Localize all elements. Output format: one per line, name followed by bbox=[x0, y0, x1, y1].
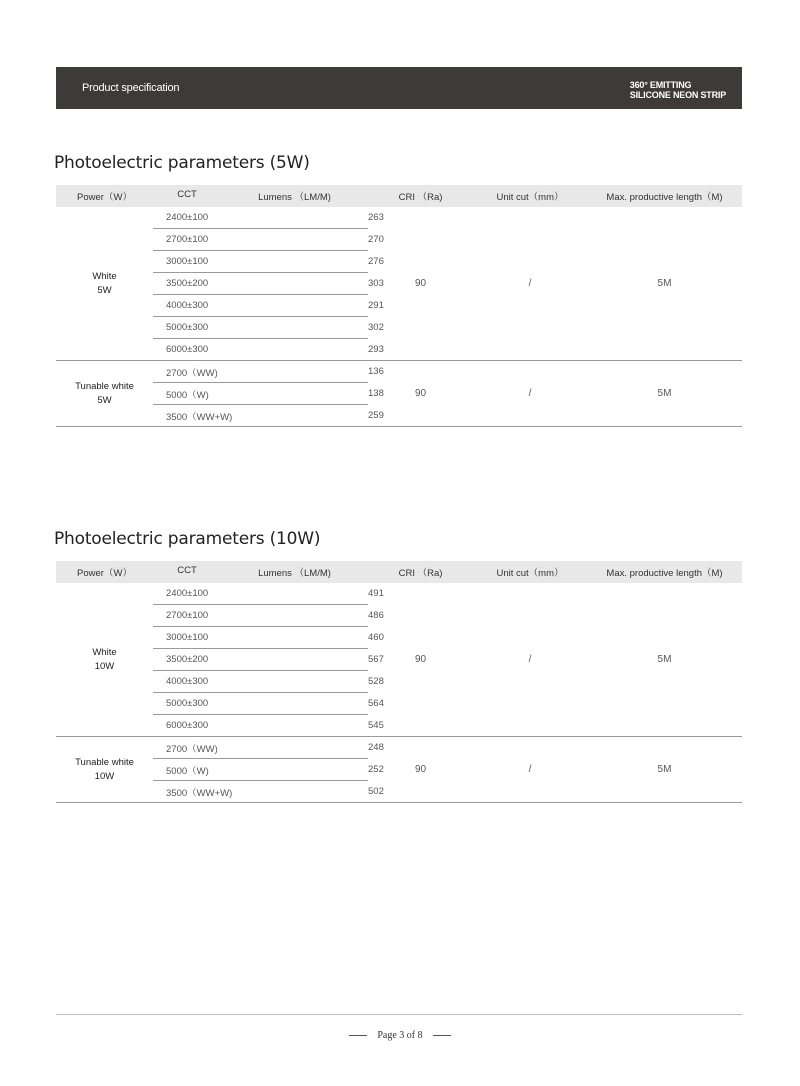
cct-cell: 4000±300 bbox=[153, 671, 368, 693]
col-unit-cut: Unit cut（mm） bbox=[473, 561, 587, 583]
table-row: 6000±300 293 bbox=[56, 339, 742, 361]
cct-cell: 3000±100 bbox=[153, 627, 368, 649]
max-length-cell: 5M bbox=[657, 654, 672, 665]
table-row: 3500（WW+W) 502 bbox=[56, 781, 742, 803]
col-lumens: Lumens （LM/M) bbox=[258, 192, 331, 203]
table-row: 2700±100 270 bbox=[56, 229, 742, 251]
cct-cell: 3000±100 bbox=[153, 251, 368, 273]
col-cri: CRI （Ra) bbox=[368, 185, 473, 207]
product-name bbox=[630, 80, 726, 100]
footer bbox=[0, 1030, 800, 1041]
power-group-watt: 5W bbox=[97, 394, 112, 406]
power-group-watt: 10W bbox=[94, 660, 115, 672]
spec-table-5w bbox=[56, 185, 742, 427]
unit-cut-cell: / bbox=[528, 654, 532, 665]
col-unit-cut: Unit cut（mm） bbox=[473, 185, 587, 207]
product-name-line1: 360° EMITTING bbox=[629, 80, 692, 90]
table-header-row bbox=[56, 185, 742, 207]
table-row: 5000±300 302 bbox=[56, 317, 742, 339]
header-bar bbox=[56, 67, 742, 109]
spec-table-10w bbox=[56, 561, 742, 803]
max-length-cell: 5M bbox=[657, 278, 672, 289]
unit-cut-cell: / bbox=[528, 278, 532, 289]
cct-cell: 3500±200 bbox=[153, 273, 368, 295]
cct-cell: 2400±100 bbox=[153, 207, 368, 229]
max-length-cell: 5M bbox=[657, 764, 672, 775]
table-row: 5000（W) 138 bbox=[56, 383, 742, 405]
unit-cut-cell: / bbox=[528, 764, 532, 775]
power-group-label bbox=[56, 737, 153, 803]
table-row: 3500±200 567 bbox=[56, 649, 742, 671]
group-tunable-10w bbox=[56, 737, 742, 803]
page-number: Page 3 of 8 bbox=[377, 1030, 423, 1041]
col-cct: CCT bbox=[177, 189, 197, 200]
power-group-name: Tunable white bbox=[75, 756, 134, 768]
cct-cell: 2700±100 bbox=[153, 229, 368, 251]
col-lumens: Lumens （LM/M) bbox=[258, 568, 331, 579]
group-tunable-5w bbox=[56, 361, 742, 427]
col-cct: CCT bbox=[177, 565, 197, 576]
product-name-line2: SILICONE NEON STRIP bbox=[629, 90, 726, 100]
cct-cell: 6000±300 bbox=[166, 344, 209, 355]
table-row: White 5W 2400±100 263 90 / 5M bbox=[56, 207, 742, 229]
table-row: 5000（W) 252 bbox=[56, 759, 742, 781]
unit-cut-cell: / bbox=[528, 388, 532, 399]
cct-cell: 3500（WW+W) bbox=[166, 787, 233, 799]
table-row: 5000±300 564 bbox=[56, 693, 742, 715]
table-row: 3500±200 303 bbox=[56, 273, 742, 295]
table-row: Tunable white 10W 2700（WW) 248 90 / 5M bbox=[56, 737, 742, 759]
cct-cell: 2700±100 bbox=[153, 605, 368, 627]
table-row: 4000±300 291 bbox=[56, 295, 742, 317]
cct-cell: 3500（WW+W) bbox=[166, 411, 233, 423]
cct-cell: 5000±300 bbox=[153, 693, 368, 715]
cct-cell: 6000±300 bbox=[166, 720, 209, 731]
footer-dash-left bbox=[349, 1035, 367, 1036]
power-group-label bbox=[56, 207, 153, 361]
footer-dash-right bbox=[433, 1035, 451, 1036]
power-group-watt: 10W bbox=[94, 770, 115, 782]
power-group-watt: 5W bbox=[97, 284, 112, 296]
power-group-label bbox=[56, 361, 153, 427]
cct-cell: 5000（W) bbox=[153, 759, 368, 781]
cct-cell: 5000±300 bbox=[153, 317, 368, 339]
cct-cell: 4000±300 bbox=[153, 295, 368, 317]
table-header-row bbox=[56, 561, 742, 583]
col-cri: CRI （Ra) bbox=[368, 561, 473, 583]
power-group-label bbox=[56, 583, 153, 737]
table-row: 4000±300 528 bbox=[56, 671, 742, 693]
cri-cell: 90 bbox=[414, 764, 427, 775]
header-title: Product specification bbox=[82, 82, 180, 94]
col-power: Power（W） bbox=[56, 561, 153, 583]
table-row: 3000±100 460 bbox=[56, 627, 742, 649]
power-group-name: Tunable white bbox=[75, 380, 134, 392]
cct-cell: 3500±200 bbox=[153, 649, 368, 671]
col-power: Power（W） bbox=[56, 185, 153, 207]
col-max-length: Max. productive length（M) bbox=[587, 561, 742, 583]
power-group-name: White bbox=[92, 646, 117, 658]
cct-cell: 2700（WW) bbox=[153, 737, 368, 759]
cri-cell: 90 bbox=[414, 388, 427, 399]
cri-cell: 90 bbox=[414, 654, 427, 665]
table-row: 3500（WW+W) 259 bbox=[56, 405, 742, 427]
cct-cell: 2700（WW) bbox=[153, 361, 368, 383]
cri-cell: 90 bbox=[414, 278, 427, 289]
table-row: 2700±100 486 bbox=[56, 605, 742, 627]
section-title-10w: Photoelectric parameters (10W) bbox=[54, 529, 321, 549]
table-row: White 10W 2400±100 491 90 / 5M bbox=[56, 583, 742, 605]
group-white-10w bbox=[56, 583, 742, 737]
cct-cell: 5000（W) bbox=[153, 383, 368, 405]
table-row: 6000±300 545 bbox=[56, 715, 742, 737]
col-max-length: Max. productive length（M) bbox=[587, 185, 742, 207]
group-white-5w bbox=[56, 207, 742, 361]
section-title-5w: Photoelectric parameters (5W) bbox=[54, 153, 310, 173]
table-row: Tunable white 5W 2700（WW) 136 90 / 5M bbox=[56, 361, 742, 383]
table-row: 3000±100 276 bbox=[56, 251, 742, 273]
cct-cell: 2400±100 bbox=[153, 583, 368, 605]
max-length-cell: 5M bbox=[657, 388, 672, 399]
footer-divider bbox=[56, 1014, 742, 1015]
power-group-name: White bbox=[92, 270, 117, 282]
